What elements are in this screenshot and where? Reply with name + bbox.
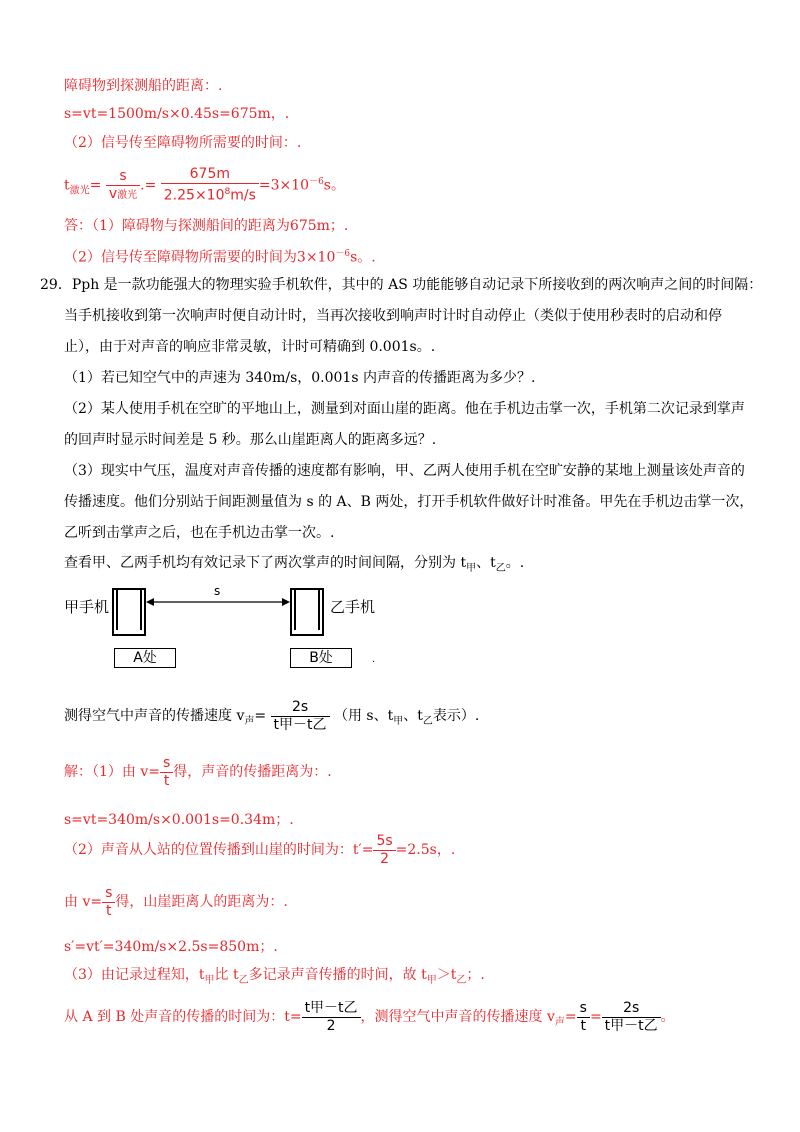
fraction-denominator: $2.25\times 10^8m/s$ (163, 187, 256, 204)
solution-part-3-reasoning: （3）由记录过程知，$t_甲$比 $t_乙$多记录声音传播的时间，故 $t_甲>t_乙$；. (64, 967, 485, 986)
solution-time-formula (64, 162, 345, 211)
equals-2: .= (140, 177, 157, 194)
equals-1: = (89, 177, 102, 194)
time-fraction: $\frac{\text{t甲－t乙}}{2}$ (302, 1000, 361, 1035)
solution-part-3-final: 从 A 到 B 处声音的传播的时间为：t= $\frac{\text{t甲－t乙}}{2}$ ，测得空气中声音的传播速度 $v_声=$ $\frac{s}{t}$ = $\frac{2s}{\text{t甲－t乙}}$ 。 (64, 999, 675, 1034)
question-29-part-3-line-3: 乙听到击掌声之后，也在手机边击掌一次。. (64, 525, 335, 541)
question-29-line-1: 29．Pph 是一款功能强大的物理实验手机软件，其中的 AS 功能能够自动记录下所接收到的两次响声之间的时间隔： (40, 277, 763, 293)
result: =3×10 (258, 177, 310, 194)
question-29-part-2-line-1: （2）某人使用手机在空旷的平地山上，测量到对面山崖的距离。他在手机边击掌一次，手机第二次记录到掌声 (64, 401, 745, 417)
location-b: B处 (290, 648, 352, 668)
result-exponent: －6 (309, 177, 324, 187)
fraction-675-over-speed (161, 166, 259, 205)
solution-time-heading: （2）信号传至障碍物所需要的时间：. (64, 135, 302, 151)
answer-line-1: 答：（1）障碍物与探测船间的距离为675m；. (64, 218, 349, 234)
s-over-t-fraction: $\frac{s}{t}$ (577, 1000, 590, 1035)
solution-part-1-formula: s=vt=340m/s×0.001s=0.34m；. (64, 812, 294, 828)
question-29-part-3-line-1: （3）现实中气压，温度对声音传播的速度都有影响，甲、乙两人使用手机在空旷安静的某地上测量该处声音的 (64, 463, 745, 479)
question-29-part-3-line-2: 传播速度。他们分别站于间距测量值为 s 的 A、B 两处，打开手机软件做好计时准备。甲先在手机边击掌一次， (64, 494, 754, 510)
solution-distance-formula: s=vt=1500m/s×0.45s=675m，. (64, 106, 290, 122)
location-a: A处 (114, 648, 176, 668)
solution-part-2-formula: s′=vt′=340m/s×2.5s=850m；. (64, 939, 278, 955)
solution-part-2-time: （2）声音从人站的位置传播到山崖的时间为：t′= $\frac{5s}{2}$ =2.5s，. (64, 832, 456, 867)
v-equals-s-over-t-2: $\frac{s}{t}$ (102, 885, 115, 920)
v-equals-s-over-t: $\frac{s}{t}$ (160, 755, 173, 790)
fraction-s-over-v (106, 168, 140, 204)
t-symbol: t (64, 177, 70, 194)
speed-fraction: $\frac{2s}{\text{t甲－t乙}}$ (602, 1000, 661, 1035)
fraction-denominator: v激光 (108, 185, 138, 202)
question-29-part-1: （1）若已知空气中的声速为 340m/s，0.001s 内声音的传播距离为多少？. (64, 370, 536, 386)
solution-part-2-heading: 由 v= $\frac{s}{t}$ 得，山崖距离人的距离为：. (64, 884, 288, 919)
five-s-over-two: $\frac{5s}{2}$ (373, 833, 395, 868)
right-phone-box (290, 588, 324, 636)
question-29-part-2-line-2: 的回声时显示时间差是 5 秒。那么山崖距离人的距离多远？. (64, 432, 437, 448)
diagram-dot: . (372, 654, 376, 665)
left-phone-label: 甲手机 (64, 598, 110, 616)
measure-speed-line: 测得空气中声音的传播速度 $v_声=$ $\frac{2s}{\text{t甲－t乙}}$ （用 s、$t_甲$、$t_乙$表示）. (64, 698, 480, 733)
question-29-part-3-line-4: 查看甲、乙两手机均有效记录下了两次掌声的时间间隔，分别为 $t_甲$、$t_乙$。. (64, 555, 525, 574)
result-unit: s。 (323, 177, 345, 194)
distance-label: s (214, 584, 221, 598)
phones-diagram (60, 584, 390, 678)
question-29-line-2: 当手机接收到第一次响声时便自动计时，当再次接收到响声时计时自动停止（类似于使用秒表时的启动和停 (64, 308, 722, 324)
measure-fraction: $\frac{2s}{\text{t甲－t乙}}$ (271, 699, 330, 734)
t-subscript: 激光 (69, 185, 90, 197)
answer-line-2: （2）信号传至障碍物所需要的时间为$3\times 10^{-6}s$。. (64, 249, 376, 266)
question-29-line-3: 止），由于对声音的响应非常灵敏，计时可精确到 0.001s。. (64, 339, 436, 355)
solution-distance-heading: 障碍物到探测船的距离：. (64, 78, 223, 94)
fraction-numerator: 675m (161, 166, 259, 184)
solution-part-1-heading: 解：（1）由 v= $\frac{s}{t}$ 得，声音的传播距离为：. (64, 754, 332, 789)
right-phone-label: 乙手机 (330, 598, 376, 616)
fraction-numerator: s (106, 168, 140, 186)
